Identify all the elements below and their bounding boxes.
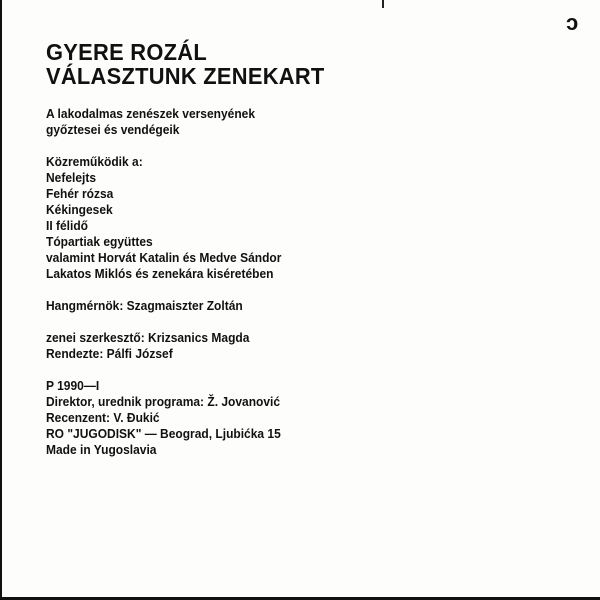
credits-block <box>46 378 566 458</box>
liner-notes <box>46 106 566 458</box>
editors-block <box>46 330 566 362</box>
album-artist: GYERE ROZÁL <box>46 39 207 65</box>
program-director: Direktor, urednik programa: Ž. Jovanović <box>46 395 281 409</box>
performer-item: Kékingesek <box>46 203 113 217</box>
reviewer: Recenzent: V. Đukić <box>46 411 160 425</box>
performer-item: II félidő <box>46 219 88 233</box>
album-title: VÁLASZTUNK ZENEKART <box>46 63 325 89</box>
title-block <box>46 40 339 88</box>
sound-engineer: Hangmérnök: Szagmaiszter Zoltán <box>46 299 243 313</box>
side-letter: c <box>565 13 578 38</box>
music-editor: zenei szerkesztő: Krizsanics Magda <box>46 331 250 345</box>
performer-item: Fehér rózsa <box>46 187 114 201</box>
performers-heading: Közreműködik a: <box>46 155 143 169</box>
performer-item: Nefelejts <box>46 171 97 185</box>
performer-item: Tópartiak együttes <box>46 235 153 249</box>
director: Rendezte: Pálfi József <box>46 347 173 361</box>
performer-item: valamint Horvát Katalin és Medve Sándor <box>46 251 282 265</box>
performer-item: Lakatos Miklós és zenekára kiséretében <box>46 267 274 281</box>
catalog-number: P 1990—I <box>46 379 100 393</box>
engineer-block <box>46 298 566 314</box>
performers-block <box>46 154 566 282</box>
made-in: Made in Yugoslavia <box>46 443 157 457</box>
edge-mark <box>382 0 384 8</box>
intro-line: győztesei és vendégeik <box>46 123 180 137</box>
intro-block <box>46 106 566 138</box>
intro-line: A lakodalmas zenészek versenyének <box>46 107 256 121</box>
publisher-address: RO "JUGODISK" — Beograd, Ljubićka 15 <box>46 427 281 441</box>
